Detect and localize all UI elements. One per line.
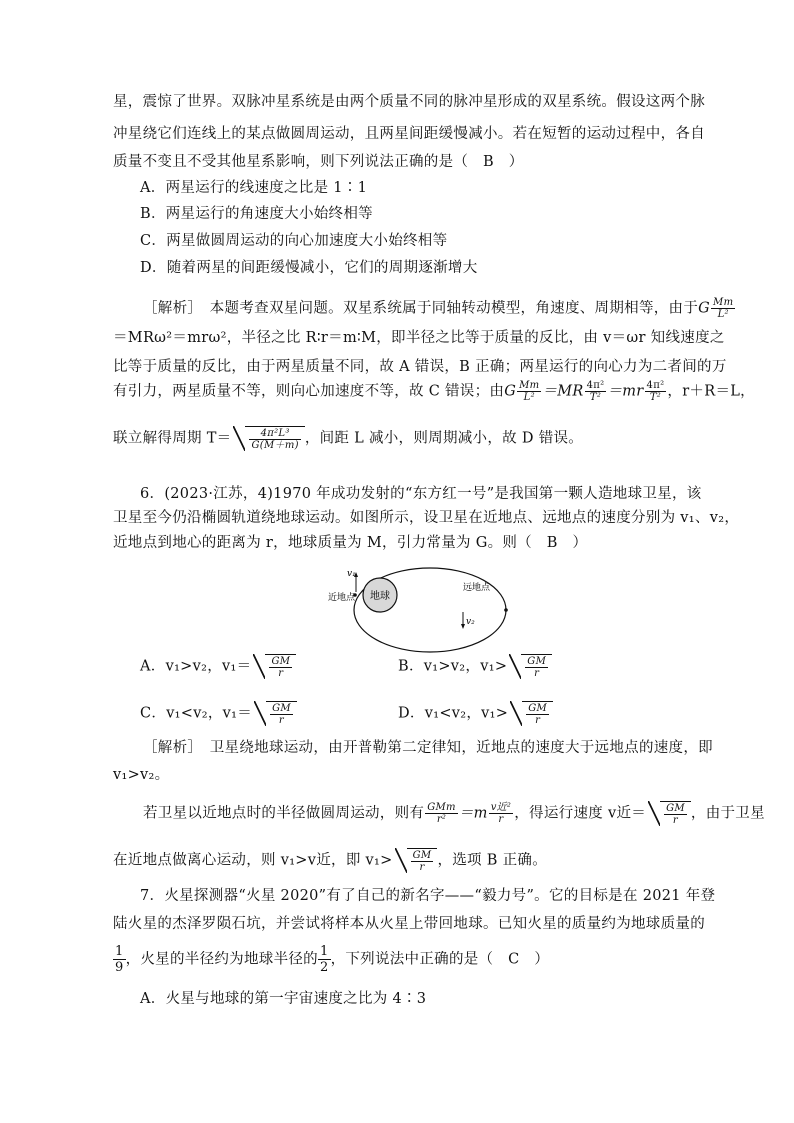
orbit-diagram [320, 564, 520, 656]
fraction-numerator: 4π²L³ [249, 428, 300, 440]
analysis-line [143, 801, 765, 826]
fraction-gmm-r2 [425, 802, 458, 825]
sqrt-period [233, 426, 304, 451]
math-g: G [504, 383, 517, 400]
analysis-line [113, 848, 683, 873]
fraction-numerator: GM [666, 803, 685, 814]
analysis-text: ，r＋R＝L， [667, 383, 755, 400]
math-mr-lower: ＝mr [607, 383, 644, 400]
v2-arrowhead [461, 624, 465, 629]
sqrt-gm-r [510, 701, 553, 726]
analysis-text: ，间距 L 减小，则周期减小，故 D 错误。 [304, 430, 584, 447]
analysis-line: ＝MRω²＝mrω²，半径之比 R∶r＝m∶M，即半径之比等于质量的反比，由 v＝ωr 知线速度之 [113, 330, 725, 346]
fraction-one-half [318, 944, 331, 975]
fraction-denominator: L² [523, 392, 535, 403]
analysis-line: 比等于质量的反比，由于两星质量不同，故 A 错误，B 正确；两星运行的向心力为二者间的万 [113, 359, 727, 375]
question-text: ，下列说法中正确的是（ C ） [330, 951, 550, 968]
fraction-gm-r [411, 850, 434, 873]
analysis-text: ，由于卫星 [690, 805, 765, 822]
fraction-denominator: r [278, 715, 285, 726]
analysis-text: ［解析］ 本题考查双星问题。双星系统属于同轴转动模型，角速度、周期相等，由于 [143, 300, 699, 317]
fraction-numerator: GM [271, 656, 291, 667]
analysis-text: 有引力，两星质量不等，则向心加速度不等，故 C 错误；由 [113, 383, 505, 400]
analysis-line [113, 380, 755, 403]
fraction-gm-r [526, 703, 549, 726]
sqrt-gm-r [253, 654, 296, 679]
math-eqm: ＝m [458, 805, 488, 822]
far-point [504, 608, 508, 612]
question-line: 陆火星的杰泽罗陨石坑，并尝试将样本从火星上带回地球。已知火星的质量约为地球质量的 [113, 916, 705, 932]
option-a: A．火星与地球的第一宇宙速度之比为 4∶3 [140, 991, 427, 1007]
fraction-denominator: r [498, 814, 504, 825]
fraction-numerator: Mm [713, 297, 734, 308]
fraction-numerator: Mm [519, 380, 540, 391]
v1-label: v₁ [347, 569, 356, 579]
fraction-denominator: 9 [115, 960, 124, 975]
fraction-numerator: 1 [115, 944, 124, 959]
fraction-denominator: r² [436, 814, 447, 825]
fraction-numerator: 4π² [646, 380, 665, 391]
fraction-denominator: r [534, 668, 540, 679]
earth-label: 地球 [370, 591, 390, 602]
fraction-denominator: r [419, 862, 425, 873]
analysis-text: ，得运行速度 v近＝ [514, 805, 647, 822]
fraction-gm-r [664, 803, 687, 826]
sqrt-gm-r [648, 801, 691, 826]
option-c: C．两星做圆周运动的向心加速度大小始终相等 [140, 233, 448, 249]
sqrt-gm-r [254, 701, 297, 726]
fraction-numerator: GM [272, 703, 291, 714]
fraction-denominator: r [535, 715, 541, 726]
near-label: 近地点 [328, 593, 356, 603]
fraction-denominator: L² [717, 309, 729, 320]
math-g: G [698, 300, 711, 317]
analysis-text: 在近地点做离心运动，则 v₁>v近，即 v₁> [113, 852, 393, 869]
text-line: 冲星绕它们连线上的某点做圆周运动，且两星间距缓慢减小。若在短暂的运动过程中，各自 [113, 126, 705, 142]
option-b [398, 654, 794, 679]
question-line: 卫星至今仍沿椭圆轨道绕地球运动。如图所示，设卫星在近地点、远地点的速度分别为 v₁、v₂， [113, 510, 740, 526]
fraction-v2-r [489, 802, 514, 825]
fraction-gm-r [269, 656, 292, 679]
option-text: A．v₁>v₂，v₁＝ [140, 658, 252, 675]
fraction-gm-r [525, 656, 548, 679]
analysis-text: ，选项 B 正确。 [437, 852, 548, 869]
question-text: ，火星的半径约为地球半径的 [125, 951, 318, 968]
text-line: 质量不变且不受其他星系影响，则下列说法正确的是（ B ） [113, 154, 524, 170]
fraction-numerator: 4π² [586, 380, 605, 391]
fraction-numerator: GM [528, 703, 548, 714]
fraction-gm-r [270, 703, 293, 726]
fraction-numerator: 1 [319, 944, 329, 959]
question-line [113, 944, 683, 975]
far-label: 远地点 [463, 583, 491, 593]
fraction-one-ninth [113, 944, 126, 975]
fraction-period [249, 428, 300, 451]
v2-label: v₂ [466, 617, 475, 627]
analysis-line: v₁>v₂。 [113, 767, 170, 783]
analysis-text: 联立解得周期 T＝ [113, 430, 232, 447]
fraction-mm-l2 [711, 297, 735, 320]
analysis-text: 若卫星以近地点时的半径做圆周运动，则有 [143, 805, 425, 822]
analysis-line [113, 426, 683, 451]
fraction-4pi2-t2 [645, 380, 667, 403]
fraction-numerator: v近² [490, 802, 512, 813]
fraction-denominator: T² [649, 392, 662, 403]
option-d: D．随着两星的间距缓慢减小，它们的周期逐渐增大 [140, 260, 478, 276]
fraction-4pi2-t2 [585, 380, 607, 403]
text-line: 星，震惊了世界。双脉冲星系统是由两个质量不同的脉冲星形成的双星系统。假设这两个脉 [113, 94, 705, 110]
fraction-denominator: 2 [319, 960, 329, 975]
math-mr-upper: ＝MR [542, 383, 584, 400]
fraction-numerator: GMm [427, 802, 456, 813]
question-line: 7．火星探测器“火星 2020”有了自己的新名字——“毅力号”。它的目标是在 2021 年登 [140, 888, 716, 904]
sqrt-gm-r [395, 848, 438, 873]
option-b: B．两星运行的角速度大小始终相等 [140, 206, 373, 222]
question-line: 近地点到地心的距离为 r，地球质量为 M，引力常量为 G。则（ B ） [113, 535, 588, 551]
fraction-denominator: r [278, 668, 284, 679]
fraction-numerator: GM [527, 656, 547, 667]
fraction-numerator: GM [412, 850, 432, 861]
fraction-mm-l2 [517, 380, 541, 403]
analysis-line: ［解析］ 卫星绕地球运动，由开普勒第二定律知，近地点的速度大于远地点的速度，即 [143, 740, 713, 756]
analysis-line [143, 297, 734, 320]
fraction-denominator: r [672, 815, 679, 826]
fraction-denominator: T² [589, 392, 602, 403]
option-text: C．v₁<v₂，v₁＝ [140, 705, 253, 722]
option-d [398, 701, 794, 726]
option-text: D．v₁<v₂，v₁> [398, 705, 509, 722]
fraction-denominator: G(M＋m) [251, 440, 299, 451]
question-line: 6．(2023·江苏，4)1970 年成功发射的“东方红一号”是我国第一颗人造地球卫星，该 [140, 486, 702, 502]
option-a: A．两星运行的线速度之比是 1∶1 [140, 180, 368, 196]
sqrt-gm-r [509, 654, 552, 679]
option-text: B．v₁>v₂，v₁> [398, 658, 508, 675]
